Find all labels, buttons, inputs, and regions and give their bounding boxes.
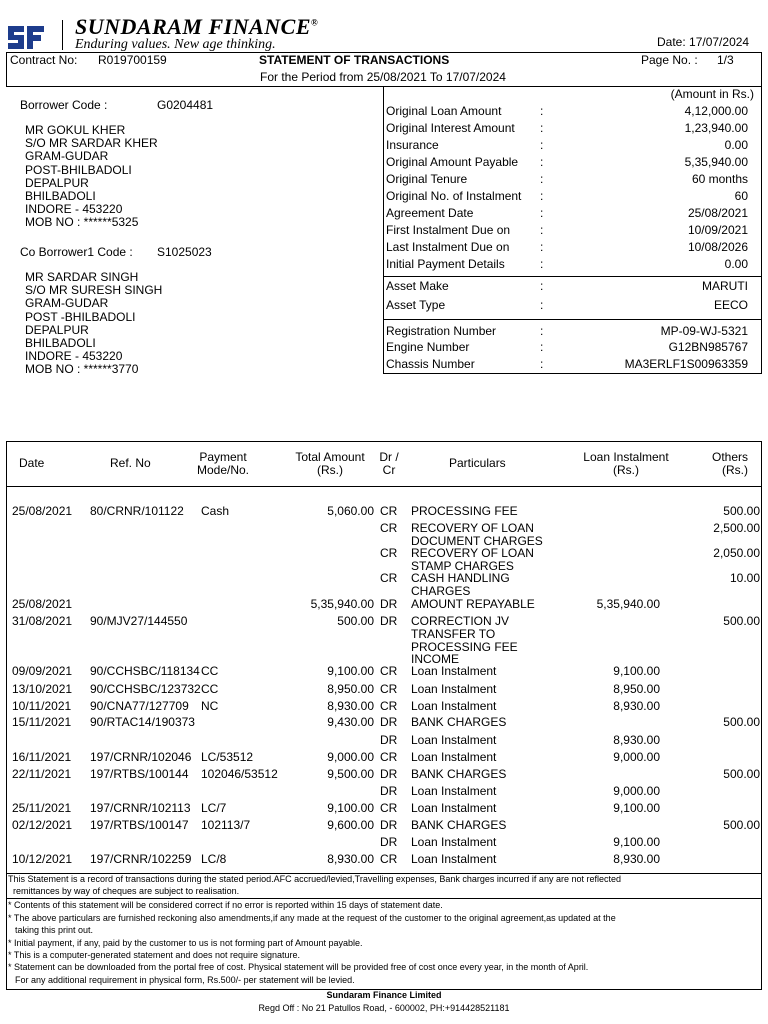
footnotes-divider [6,898,762,899]
cell-total: 9,500.00 [327,767,374,781]
cell-date: 10/12/2021 [12,852,73,866]
borrower-code: G0204481 [157,98,214,112]
cell-mode: LC/7 [201,801,227,815]
address-line: GRAM-GUDAR [25,296,109,311]
address-line: POST -BHILBADOLI [25,309,136,324]
cell-others: 500.00 [723,767,760,781]
cell-drcr: CR [380,546,398,560]
cell-total: 9,000.00 [327,750,374,764]
cell-particulars [411,768,506,781]
particulars-line: BANK CHARGES [411,818,507,832]
co-borrower-address [25,271,162,377]
col-header-date: Date [19,456,45,470]
cell-mode: CC [201,682,219,696]
header-left-border [6,52,7,86]
cell-ref: 90/CCHSBC/118134 [90,664,200,678]
cell-particulars [411,734,496,747]
col-header-particulars: Particulars [449,456,506,470]
cell-drcr: DR [380,733,398,747]
cell-particulars [411,522,543,548]
cell-loan: 9,000.00 [613,750,660,764]
col-header-others: Others (Rs.) [711,450,748,477]
particulars-line: Loan Instalment [411,664,497,678]
cell-date: 10/11/2021 [12,699,72,713]
cell-particulars [411,802,496,815]
cell-drcr: DR [380,715,398,729]
cell-others: 2,500.00 [713,521,760,535]
cell-mode: 102046/53512 [201,767,278,781]
address-line: BHILBADOLI [25,336,96,351]
cell-particulars [411,572,510,598]
statement-date: Date: 17/07/2024 [657,35,750,49]
detail-original-interest-amount: Original Interest Amount : 1,23,940.00 [386,121,748,135]
detail-asset-type: Asset Type : EECO [386,298,748,312]
cell-ref: 197/RTBS/100147 [90,818,189,832]
brand-separator [62,20,63,50]
cell-mode: LC/53512 [201,750,254,764]
footnote: This Statement is a record of transactions during the stated period.AFC accrued/levied,Travelling expenses, Bank charges incurred if any are not reflected [8,874,621,884]
particulars-line: Loan Instalment [411,784,497,798]
particulars-line: Loan Instalment [411,682,497,696]
detail-engine-number: Engine Number : G12BN985767 [386,340,748,354]
cell-drcr: DR [380,767,398,781]
cell-particulars [411,505,518,518]
cell-date: 25/08/2021 [12,597,73,611]
detail-agreement-date: Agreement Date : 25/08/2021 [386,206,748,220]
table-top-rule [6,441,762,442]
cell-particulars [411,751,496,764]
footnote: * Initial payment, if any, paid by the customer to us is not forming part of Amount payable. [8,938,363,948]
footnote: * The above particulars are furnished reckoning also amendments,if any made at the request of the customer to the original agreement,as updated at the [8,913,616,923]
cell-others: 10.00 [729,571,760,585]
particulars-line: DOCUMENT CHARGES [411,533,543,548]
cell-particulars [411,683,496,696]
address-line: MOB NO : ******5325 [25,215,139,230]
amount-in-rs-note: (Amount in Rs.) [670,87,754,101]
footnote: For any additional requirement in physical form, Rs.500/- per statement will be levied. [15,975,355,985]
cell-others: 2,050.00 [713,546,760,560]
address-line: S/O MR SARDAR KHER [25,136,158,151]
cell-date: 15/11/2021 [12,715,72,729]
cell-loan: 8,950.00 [613,682,660,696]
particulars-line: Loan Instalment [411,801,497,815]
cell-particulars [411,853,496,866]
cell-particulars [411,615,518,666]
cell-total: 9,430.00 [327,715,374,729]
particulars-line: STAMP CHARGES [411,558,514,573]
particulars-line: PROCESSING FEE [411,639,518,654]
cell-mode: LC/8 [201,852,227,866]
cell-particulars [411,716,506,729]
cell-mode: Cash [201,504,230,518]
details-divider-vehicle [383,319,762,320]
particulars-line: CORRECTION JV [411,614,510,628]
statement-title: STATEMENT OF TRANSACTIONS [259,53,450,67]
cell-ref: 90/RTAC14/190373 [90,715,195,729]
cell-loan: 9,100.00 [613,801,660,815]
col-header-total: Total Amount (Rs.) [295,450,365,477]
cell-others: 500.00 [723,504,760,518]
cell-drcr: DR [380,835,398,849]
cell-drcr: CR [380,504,398,518]
particulars-line: INCOME [411,652,459,667]
cell-ref: 197/CRNR/102259 [90,852,192,866]
cell-drcr: DR [380,818,398,832]
statement-period: For the Period from 25/08/2021 To 17/07/2024 [260,70,506,84]
address-line: DEPALPUR [25,322,89,337]
particulars-line: AMOUNT REPAYABLE [411,597,535,611]
address-line: GRAM-GUDAR [25,149,109,164]
cell-particulars [411,700,496,713]
cell-total: 9,100.00 [327,801,374,815]
cell-others: 500.00 [723,715,760,729]
address-line: MR GOKUL KHER [25,123,126,137]
cell-drcr: CR [380,801,398,815]
particulars-line: RECOVERY OF LOAN [411,546,534,560]
footnote: * This is a computer-generated statement and does not require signature. [8,950,301,960]
table-header-rule [6,486,762,487]
col-header-payment: Payment Mode/No. [196,450,250,477]
cell-total: 9,600.00 [327,818,374,832]
borrower-code-label: Borrower Code : [20,98,108,112]
cell-total: 8,930.00 [327,699,374,713]
cell-total: 5,35,940.00 [310,597,374,611]
cell-particulars [411,547,534,573]
address-line: S/O MR SURESH SINGH [25,283,163,298]
table-left-border [6,441,7,873]
cell-loan: 8,930.00 [613,699,660,713]
address-line: INDORE - 453220 [25,349,123,364]
particulars-line: TRANSFER TO [411,626,496,641]
cell-drcr: DR [380,614,398,628]
contract-number: R019700159 [98,53,167,67]
cell-date: 22/11/2021 [12,767,72,781]
particulars-line: Loan Instalment [411,733,497,747]
cell-drcr: CR [380,571,398,585]
cell-total: 8,950.00 [327,682,374,696]
co-borrower-code: S1025023 [157,245,212,259]
cell-loan: 9,100.00 [613,835,660,849]
cell-total: 500.00 [337,614,374,628]
detail-original-tenure: Original Tenure : 60 months [386,172,748,186]
page-label: Page No. : [641,53,698,67]
cell-drcr: CR [380,699,398,713]
details-bottom-rule [383,373,762,374]
particulars-line: Loan Instalment [411,852,497,866]
address-line: DEPALPUR [25,175,89,190]
particulars-line: Loan Instalment [411,750,497,764]
table-right-border [761,441,762,873]
details-left-border [383,86,384,373]
footnote: * Statement can be downloaded from the portal free of cost. Physical statement will be provided free of cost once every year, in the month of April. [8,962,589,972]
cell-particulars [411,665,496,678]
cell-particulars [411,785,496,798]
co-borrower-code-label: Co Borrower1 Code : [20,245,133,259]
particulars-line: CHARGES [411,583,471,598]
cell-date: 31/08/2021 [12,614,73,628]
detail-chassis-number: Chassis Number : MA3ERLF1S00963359 [386,357,748,371]
cell-loan: 8,930.00 [613,852,660,866]
cell-ref: 197/RTBS/100144 [90,767,189,781]
cell-loan: 8,930.00 [613,733,660,747]
particulars-line: BANK CHARGES [411,767,507,781]
cell-date: 09/09/2021 [12,664,73,678]
cell-ref: 90/CCHSBC/123732 [90,682,201,696]
detail-number-of-instalment: Original No. of Instalment : 60 [386,189,748,203]
detail-first-instalment-due: First Instalment Due on : 10/09/2021 [386,223,748,237]
cell-ref: 90/CNA77/127709 [90,699,189,713]
cell-total: 8,930.00 [327,852,374,866]
cell-ref: 197/CRNR/102113 [90,801,191,815]
col-header-drcr: Dr / Cr [379,450,399,477]
particulars-line: BANK CHARGES [411,715,507,729]
cell-drcr: CR [380,682,398,696]
cell-loan: 9,000.00 [613,784,660,798]
company-name: SUNDARAM FINANCE® [75,14,319,39]
cell-date: 02/12/2021 [12,818,73,832]
cell-drcr: DR [380,597,398,611]
cell-total: 9,100.00 [327,664,374,678]
col-header-loan-instalment: Loan Instalment (Rs.) [583,450,669,477]
cell-others: 500.00 [723,818,760,832]
detail-asset-make: Asset Make : MARUTI [386,279,748,293]
cell-ref: 90/MJV27/144550 [90,614,188,628]
particulars-line: Loan Instalment [411,699,497,713]
cell-mode: CC [201,664,219,678]
footnotes-right-border [761,873,762,989]
cell-drcr: DR [380,784,398,798]
footnote: * Contents of this statement will be considered correct if no error is reported within 15 days of statement date. [8,900,443,910]
cell-ref: 197/CRNR/102046 [90,750,192,764]
cell-drcr: CR [380,750,398,764]
borrower-address [25,124,158,230]
cell-particulars [411,836,496,849]
detail-last-instalment-due: Last Instalment Due on : 10/08/2026 [386,240,748,254]
particulars-line: Loan Instalment [411,835,497,849]
cell-drcr: CR [380,852,398,866]
detail-original-amount-payable: Original Amount Payable : 5,35,940.00 [386,155,748,169]
address-line: MR SARDAR SINGH [25,270,139,284]
address-line: INDORE - 453220 [25,202,123,217]
cell-mode: NC [201,699,219,713]
footnote: remittances by way of cheques are subject to realisation. [13,886,240,896]
footnote: taking this print out. [15,925,94,935]
particulars-line: PROCESSING FEE [411,504,518,518]
address-line: BHILBADOLI [25,189,96,204]
cell-total: 5,060.00 [327,504,374,518]
address-line: MOB NO : ******3770 [25,362,139,377]
detail-original-loan-amount: Original Loan Amount : 4,12,000.00 [386,104,748,118]
detail-initial-payment: Initial Payment Details : 0.00 [386,257,748,271]
cell-drcr: CR [380,664,398,678]
particulars-line: CASH HANDLING [411,571,510,585]
header-bottom-rule [6,86,762,87]
cell-date: 13/10/2021 [12,682,73,696]
header-right-border [761,52,762,373]
cell-loan: 5,35,940.00 [596,597,660,611]
cell-date: 25/11/2021 [12,801,72,815]
footnotes-left-border [6,873,7,989]
cell-date: 16/11/2021 [12,750,72,764]
cell-drcr: CR [380,521,398,535]
detail-registration-number: Registration Number : MP-09-WJ-5321 [386,324,748,338]
cell-date: 25/08/2021 [12,504,73,518]
cell-particulars [411,819,506,832]
cell-ref: 80/CRNR/101122 [90,504,184,518]
page-number: 1/3 [717,53,734,67]
cell-mode: 102113/7 [201,818,251,832]
footer-company: Sundaram Finance Limited [326,990,442,1000]
cell-particulars [411,598,535,611]
detail-insurance: Insurance : 0.00 [386,138,748,152]
cell-loan: 9,100.00 [613,664,660,678]
address-line: POST-BHILBADOLI [25,162,132,177]
footer-address: Regd Off : No 21 Patullos Road, - 600002, PH:+914428521181 [258,1003,510,1013]
sundaram-logo-icon [6,22,46,52]
particulars-line: RECOVERY OF LOAN [411,521,534,535]
cell-others: 500.00 [723,614,760,628]
company-tagline: Enduring values. New age thinking. [75,37,276,52]
contract-label: Contract No: [10,53,78,67]
details-divider-assets [383,276,762,277]
col-header-ref: Ref. No [110,456,151,470]
